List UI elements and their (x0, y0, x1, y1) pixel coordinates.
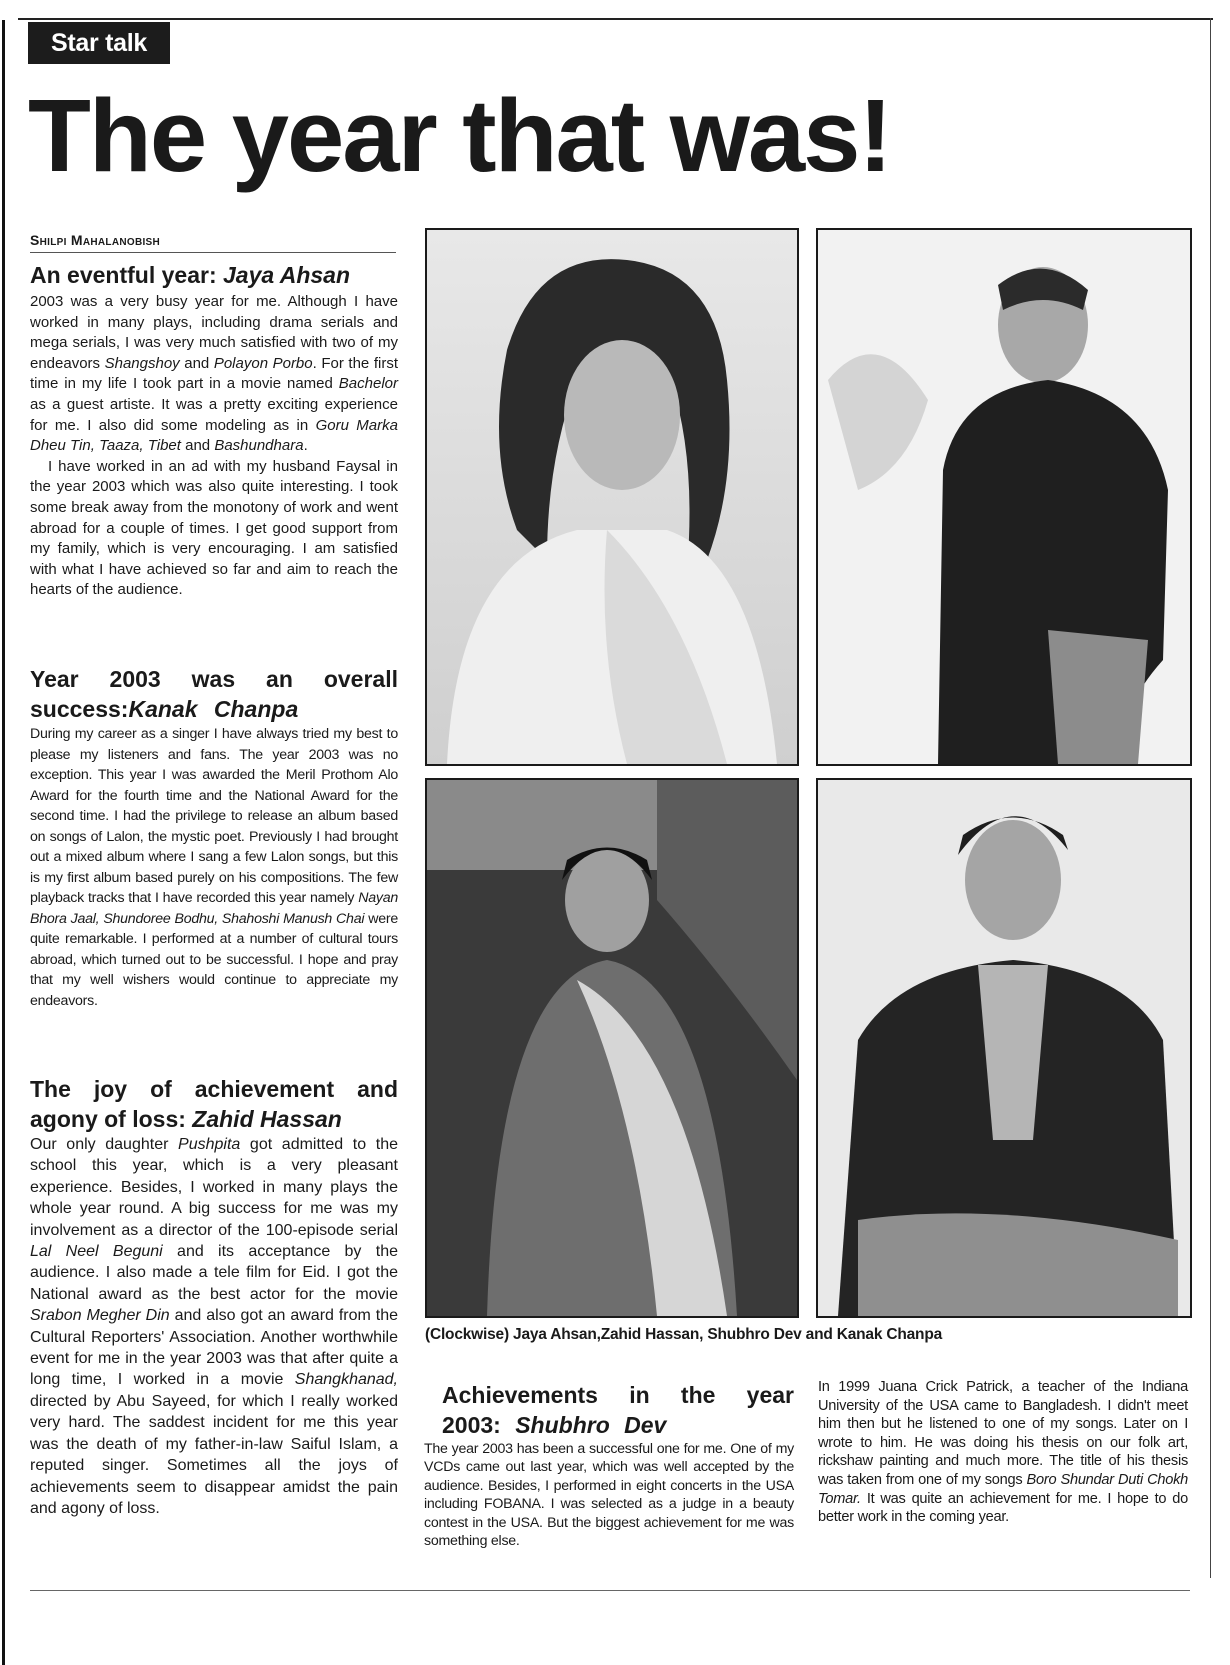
photo-alt (427, 230, 428, 231)
photo-jaya-ahsan (425, 228, 799, 766)
article-paragraph: During my career as a singer I have always tried my best to please my listeners and fans. The year 2003 was no exception. This year I was awarded the Meril Prothom Alo Award for the fourth time and the National Award for the second time. I had the privilege to release an album based on songs of Lalon, the mystic poet. Previously I had brought out a mixed album where I sang a few Lalon songs, but this is my first album based purely on his compositions. The few playback tracks that I have recorded this year namely Nayan Bhora Jaal, Shundoree Bodhu, Shahoshi Manush Chai were quite remarkable. I performed at a number of cultural tours abroad, which turned out to be successful. I hope and pray that my well wishers would continue to appreciate my endeavors. (30, 726, 398, 1009)
portrait-image (818, 230, 1190, 764)
article-paragraph: Our only daughter Pushpita got admitted to the school this year, which is a very pleasant experience. Besides, I worked in many plays the whole year round. A big success for me was my involvement as a director of the 100-episode serial Lal Neel Beguni and its acceptance by the audience. I also made a tele film for Eid. I got the National award as the best actor for the movie Srabon Megher Din and also got an award from the Cultural Reporters' Association. Another worthwhile event for me in the year 2003 was that after quite a long time, I worked in a movie Shangkhanad, directed by Abu Sayeed, for which I really worked very hard. The saddest incident for me this year was the death of my father-in-law Saiful Islam, a reputed singer. Sometimes all the joys of achievements seem to disappear amidst the pain and agony of loss. (30, 1136, 398, 1517)
photo-alt (818, 230, 819, 231)
portrait-image (427, 230, 797, 764)
photo-kanak-chanpa (425, 778, 799, 1318)
photo-alt (427, 780, 428, 781)
article-paragraph: In 1999 Juana Crick Patrick, a teacher of the Indiana University of the USA came to Bangladesh. I didn't meet him then but he listened to one of my songs. Later on I wrote to him. He was doing his thesis on our folk art, rickshaw painting and much more. The title of his thesis was taken from one of my songs Boro Shundar Duti Chokh Tomar. It was quite an achievement for me. I hope to do better work in the coming year. (818, 1379, 1188, 1526)
right-rule (1210, 18, 1211, 1578)
article-shubhro-dev-continued (818, 1378, 1188, 1527)
headline: The year that was! (28, 78, 891, 193)
article-paragraph: The year 2003 has been a successful one for me. One of my VCDs came out last year, which was well accepted by the audience. Besides, I performed in eight concerts in the USA including FOBANA. I was selected as a judge in a beauty contest in the USA. But the biggest achievement for me was something else. (424, 1441, 794, 1550)
top-rule (18, 18, 1213, 20)
left-rule (2, 20, 5, 1665)
article-jaya-ahsan (30, 258, 398, 601)
article-paragraph: 2003 was a very busy year for me. Although I have worked in many plays, including drama serials and mega serials, I was very much satisfied with two of my endeavors Shangshoy and Polayon Porbo. For the first time in my life I took part in a movie named Bachelor as a guest artiste. It was a pretty exciting experience for me. I also did some modeling as in Goru Marka Dheu Tin, Taaza, Tibet and Bashundhara. (30, 293, 398, 455)
portrait-image (427, 780, 797, 1316)
portrait-image (818, 780, 1190, 1316)
photo-caption: (Clockwise) Jaya Ahsan,Zahid Hassan, Shubhro Dev and Kanak Chanpa (425, 1326, 943, 1343)
photo-alt (818, 780, 819, 781)
article-paragraph: I have worked in an ad with my husband Faysal in the year 2003 which was also quite interesting. I took some break away from the monotony of work and went abroad for a couple of times. I get good support from my family, which is very encouraging. I am satisfied with what I have achieved so far and aim to reach the hearts of the audience. (30, 457, 398, 599)
article-zahid-hassan (30, 1074, 398, 1519)
article-title: Year 2003 was an overall success:Kanak Chanpa (30, 666, 398, 722)
article-title: The joy of achievement and agony of loss: Zahid Hassan (30, 1076, 398, 1132)
article-title: Achievements in the year 2003: Shubhro Dev (442, 1382, 794, 1438)
photo-zahid-hassan (816, 228, 1192, 766)
article-kanak-chanpa (30, 664, 398, 1011)
article-shubhro-dev (424, 1380, 794, 1550)
article-title: An eventful year: Jaya Ahsan (30, 262, 350, 288)
section-label: Star talk (28, 22, 170, 64)
bottom-rule (30, 1590, 1190, 1591)
photo-shubhro-dev (816, 778, 1192, 1318)
byline: Shilpi Mahalanobish (30, 232, 396, 253)
